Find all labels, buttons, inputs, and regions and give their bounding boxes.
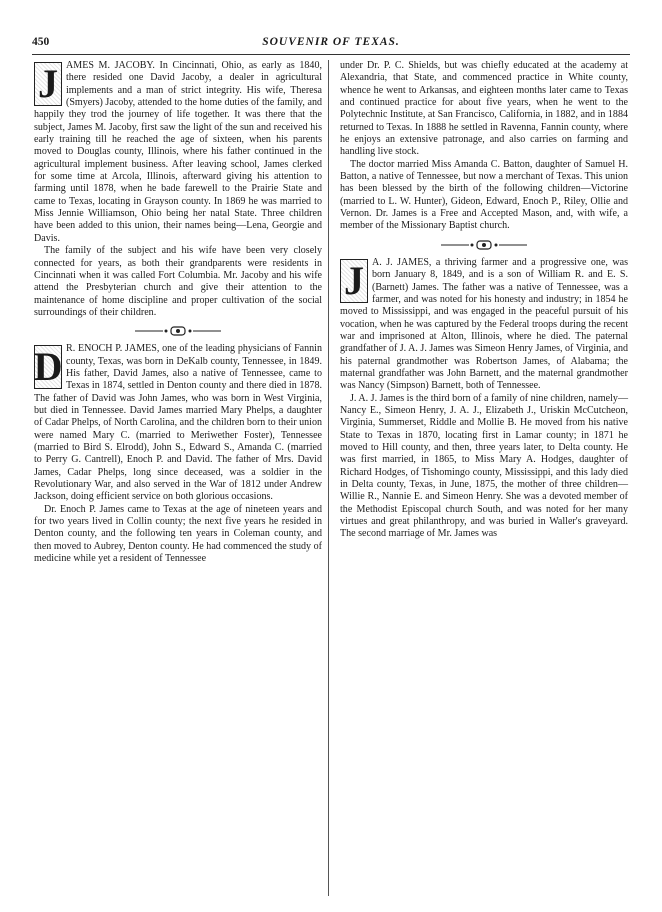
paragraph: under Dr. P. C. Shields, but was chiefly educated at the academy at Alexandria, that State, and commenced practice in White county, whence he went to Arkansas, and eighteen months later came to Texas and continued practice for about five years, when he went to the Polytechnic Institute, at San Francisco, California, in 1882, and in 1884 returned to Texas. In 1888 he settled in Ravenna, Fannin county, where he enjoys an extensive patronage, and also carries on farming and handling live stock. [340,60,628,158]
running-title: SOUVENIR OF TEXAS. [262,36,400,48]
paragraph: R. ENOCH P. JAMES, one of the leading physicians of Fannin county, Texas, was born in DeKalb county, Tennessee, in 1849. His father, David James, also a native of Tennessee, came to Texas in 1874, settled in Denton county and there died in 1878. The father of David was John James, who was born in West Virginia, but died in Tennessee. David James married Mary Phelps, a daughter of Cadar Phelps, of North Carolina, and the children born to their union were named Mary C. (married to Meriwether Foster), Tennessee (married to Bird S. Elrodd), John S., Edward S., Amanda C. (married to Perry G. Cantrell), Enoch P. and David. The father of Mrs. David James, Cadar Phelps, long since deceased, was a soldier in the Revolutionary War, and also served in the War of 1812 under Andrew Jackson, doing efficient service on both glorious occasions. [34,343,322,503]
paragraph: The family of the subject and his wife have been very closely connected for years, as both their grandparents were residents in Cincinnati when it was called Fort Columbia. Mr. Jacoby and his wife attend the Presbyterian church and give their attention to the maintenance of home discipline and proper cultivation of the social surroundings of their children. [34,245,322,318]
header-rule [32,54,630,55]
biography-jacoby [34,60,322,319]
drop-cap: D [33,344,63,390]
left-column [34,60,322,565]
column-divider [328,60,329,896]
page-header [32,36,630,52]
paragraph: Dr. Enoch P. James came to Texas at the age of nineteen years and for two years lived in Collin county; the next five years he resided in Denton county, and the following ten years in Coleman county, and then moved to Aubrey, Denton county. He had commenced the study of medicine while yet a resident of Tennessee [34,503,322,565]
paragraph: The doctor married Miss Amanda C. Batton, daughter of Samuel H. Batton, a native of Tennessee, but now a merchant of Texas. This union has been blessed by the birth of the following children—Victorine (married to L. W. Hunter), Gideon, Edward, Enoch P., Riley, Ollie and Vernon. Dr. James is a Free and Accepted Mason, and, with wife, a member of the Missionary Baptist church. [340,158,628,232]
paragraph: A. J. JAMES, a thriving farmer and a progressive one, was born January 8, 1849, and is a son of William R. and E. S. (Barnett) James. The father was a native of Tennessee, was a farmer, and was noted for his honesty and industry; in 1854 he moved to Mississippi, and was engaged in the peaceful pursuit of his vocation, when he was captured by the Federal troops during the recent war and imprisoned at Alton, Illinois, where he died. The paternal grandfather of J. A. J. James was Simeon Henry James, of Virginia, and his paternal grandmother was Robertson James, of Alabama; the maternal grandfather was John Barnett, and the maternal grandmother was Nancy (Simpson) Barnett, both of Tennessee. [340,256,628,392]
ornament-divider [439,240,529,250]
page-number: 450 [32,36,50,48]
ornament-divider [133,326,223,336]
biography-enoch-james-continued [340,60,628,233]
drop-cap: J [340,259,368,303]
drop-cap: J [34,62,62,106]
right-column [340,60,628,541]
biography-jaj-james [340,257,628,541]
biography-enoch-james [34,343,322,565]
paragraph: J. A. J. James is the third born of a family of nine children, namely—Nancy E., Simeon Henry, J. A. J., Elizabeth J., Uriskin McCutcheon, Virginia, Summerset, Riddle and Mollie B. He moved from his native State to Texas in 1870, locating first in Lamar county; in 1871 he moved to Hill county, and then, three years later, to Delta county. He was first married, in 1865, to Miss Mary A. Hodges, daughter of Richard Hodges, of Tishomingo county, Mississippi, and this lady died in Delta county, Texas, in June, 1875, the mother of three children—Willie R., Nannie E. and Simeon Henry. She was a devoted member of the Methodist Episcopal church South, and was noted for her many virtues and great philanthropy, and was buried in Waller's graveyard. The second marriage of Mr. James was [340,392,628,540]
paragraph: AMES M. JACOBY. In Cincinnati, Ohio, as early as 1840, there resided one David Jacoby, a dealer in agricultural implements and a man of strict integrity. His wife, Theresa (Smyers) Jacoby, attended to the home duties of the family, and happily they trod the journey of life together. It was there that the subject, James M. Jacoby, first saw the light of the sun and received his early training till he reached the age of sixteen, when his parents moved to Douglas county, Illinois, where his father continued in the agricultural implement business. After leaving school, James clerked for some time at Arcola, Illinois, afterward giving his attention to farming until 1878, when he bade farewell to the Prairie State and came to Texas, locating in Grayson county. In 1869 he was married to Miss Jennie Williamson, Ohio being her natal State. Three children have been added to this union, their names being—Lena, Georgie and Davis. [34,60,322,244]
